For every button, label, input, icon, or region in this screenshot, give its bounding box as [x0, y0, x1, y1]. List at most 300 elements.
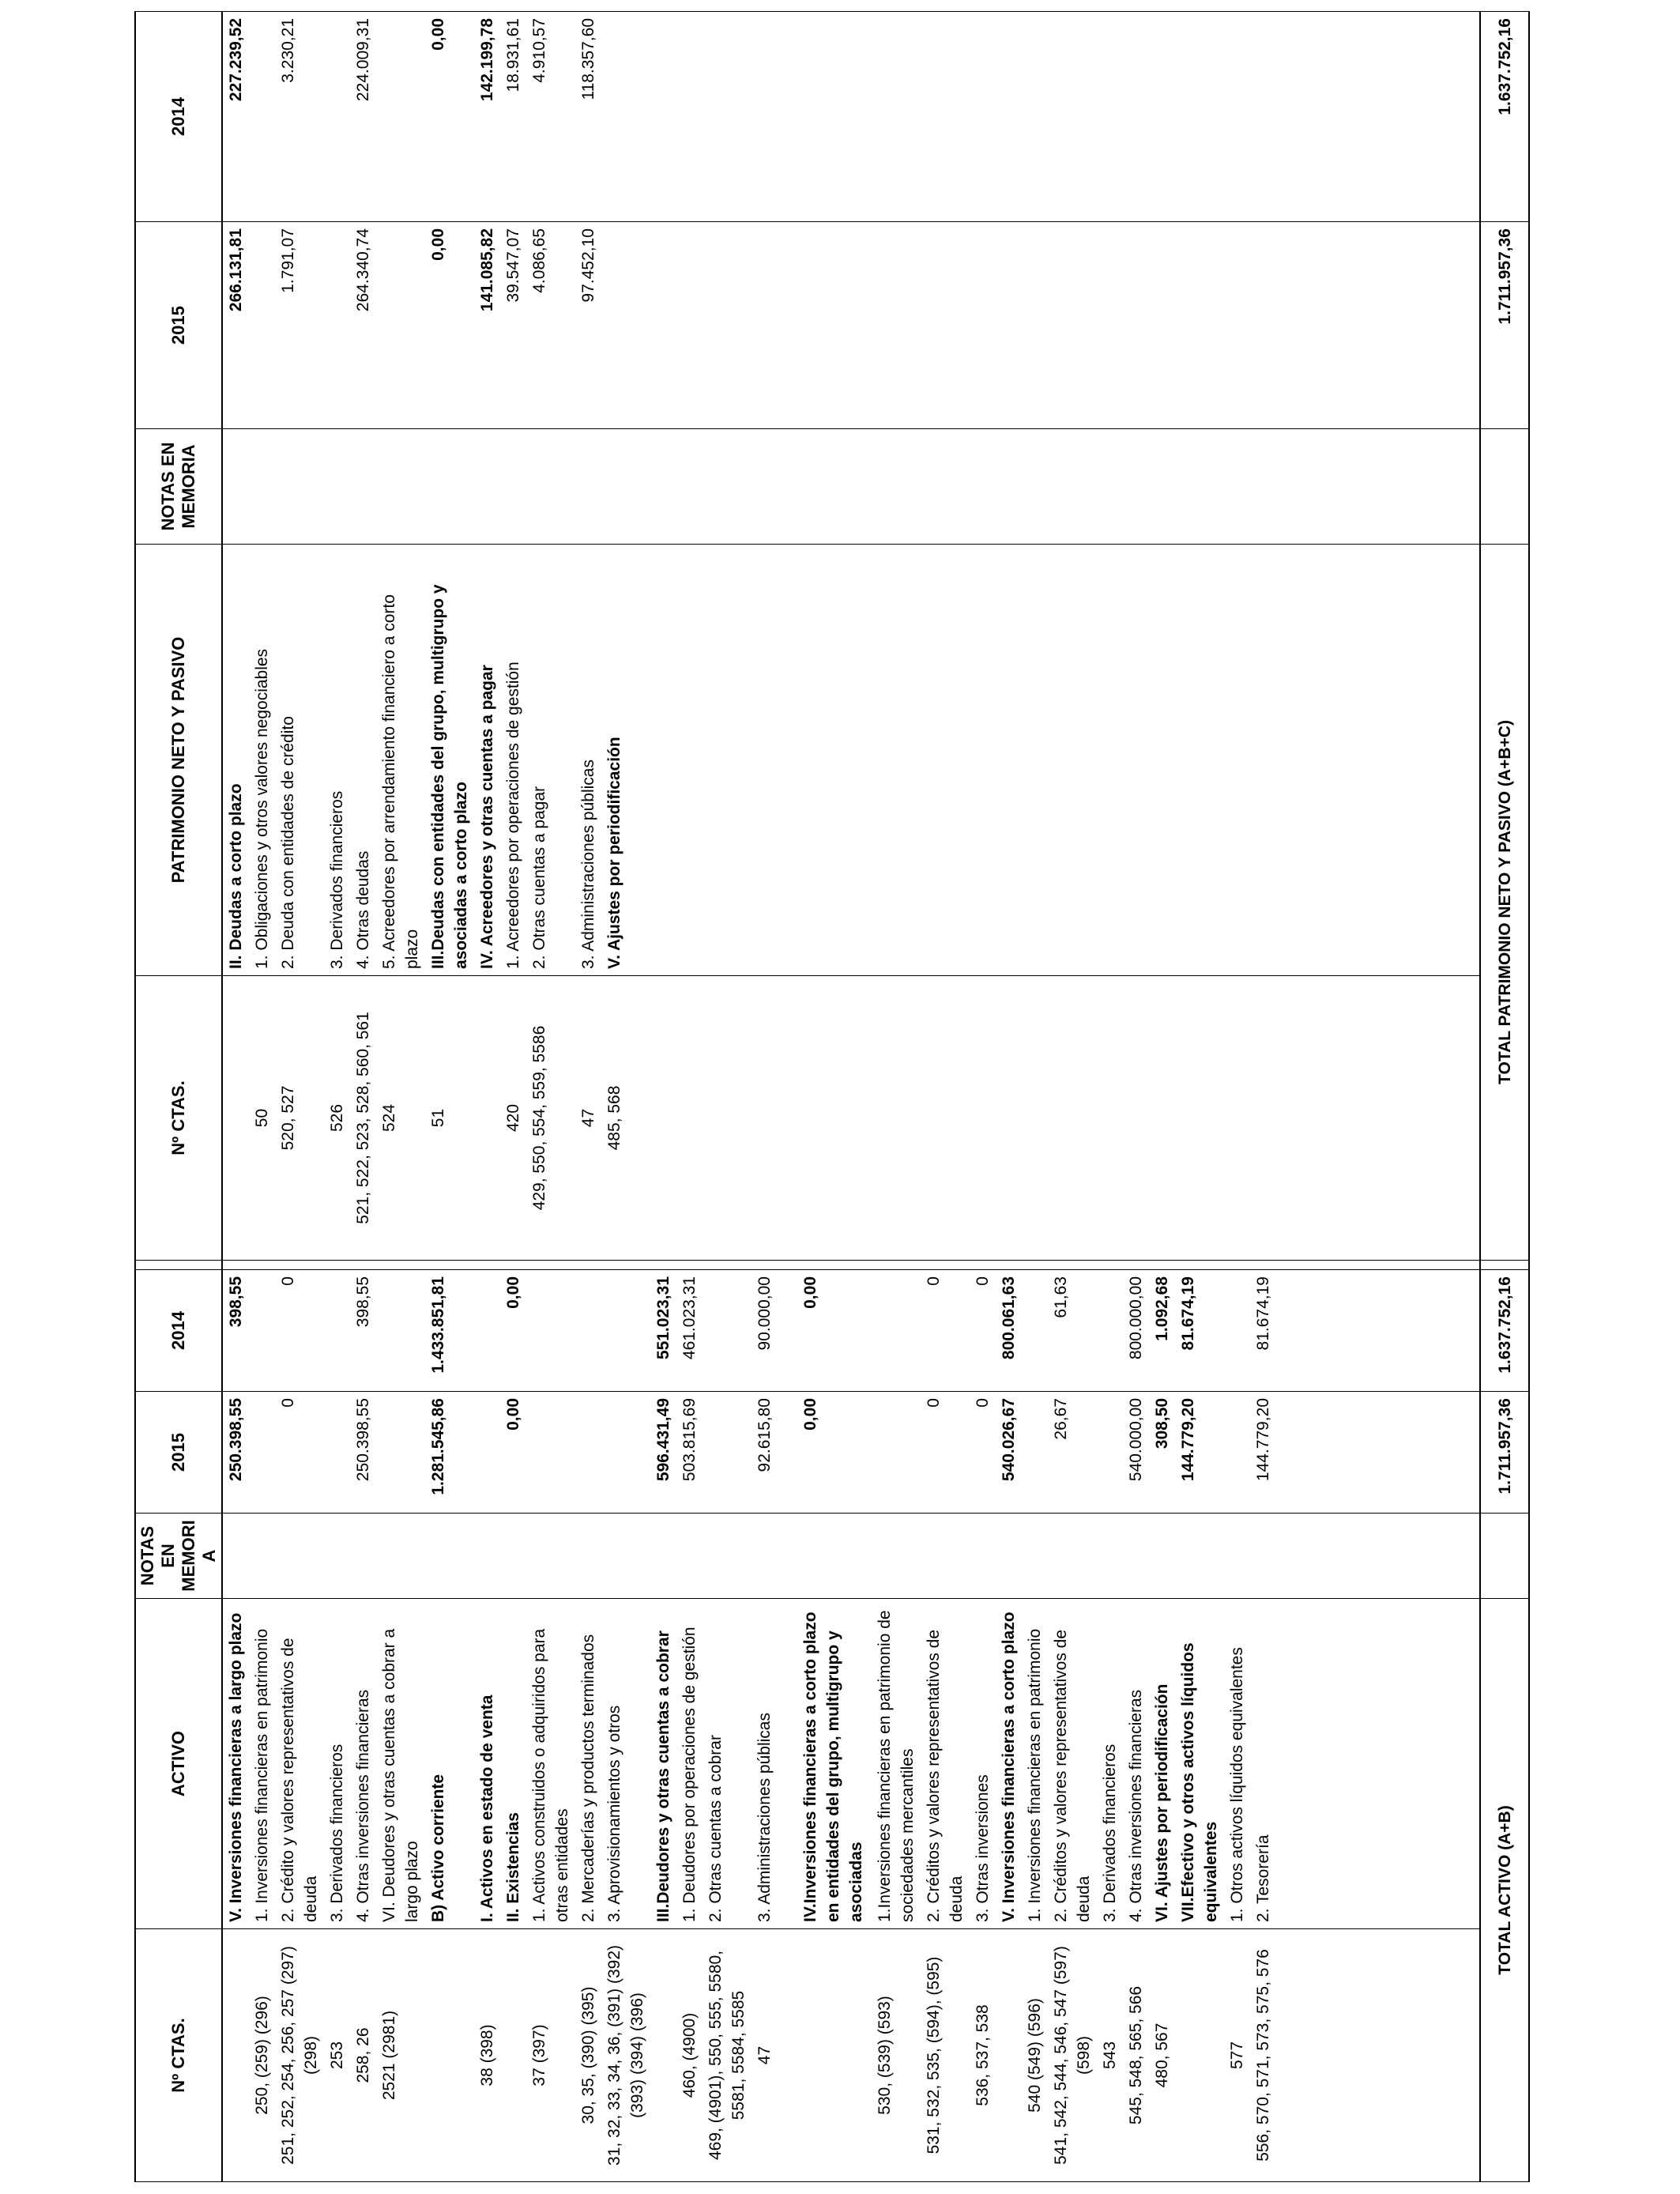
activo-notas-cell — [1022, 1514, 1048, 1599]
empty-cell — [1123, 222, 1149, 429]
activo-label-cell: II. Existencias — [500, 1599, 526, 1929]
activo-2015-cell: 0,00 — [797, 1392, 872, 1514]
empty-cell — [797, 222, 872, 429]
activo-2015-cell — [249, 1392, 275, 1514]
spacer-row — [1276, 12, 1480, 2182]
activo-2014-cell: 0 — [921, 1270, 970, 1392]
total-activo-notas — [1480, 1514, 1529, 1599]
activo-label-cell: 3. Otras inversiones — [970, 1599, 996, 1929]
activo-2014-cell: 398,55 — [222, 1270, 249, 1392]
table-row — [797, 12, 872, 2182]
activo-label-cell: 1. Inversiones financieras en patrimonio — [249, 1599, 275, 1929]
empty-cell — [1022, 976, 1048, 1261]
activo-2015-cell — [575, 1392, 601, 1514]
empty-cell — [970, 12, 996, 222]
gap-cell — [1175, 1261, 1224, 1270]
activo-notas-cell — [474, 1514, 500, 1599]
empty-cell — [650, 429, 676, 545]
rotated-table-wrapper — [134, 12, 1530, 2182]
empty-cell — [751, 976, 797, 1261]
activo-ctas-cell: 536, 537, 538 — [970, 1929, 996, 2182]
activo-2015-cell: 308,50 — [1149, 1392, 1175, 1514]
empty-cell — [676, 429, 703, 545]
activo-notas-cell — [222, 1514, 249, 1599]
empty-cell — [751, 222, 797, 429]
activo-2014-cell: 61,63 — [1048, 1270, 1097, 1392]
pasivo-2015-cell: 266.131,81 — [222, 222, 249, 429]
empty-cell — [650, 976, 676, 1261]
pasivo-label-cell: II. Deudas a corto plazo — [222, 545, 249, 976]
activo-ctas-cell: 37 (397) — [526, 1929, 575, 2182]
totals-row — [1480, 12, 1529, 2182]
pasivo-2015-cell: 141.085,82 — [474, 222, 500, 429]
activo-notas-cell — [601, 1514, 650, 1599]
total-pasivo-notas — [1480, 429, 1529, 545]
activo-notas-cell — [1175, 1514, 1224, 1599]
gap-cell — [324, 1261, 350, 1270]
activo-ctas-cell: 556, 570, 571, 573, 575, 576 — [1250, 1929, 1276, 2182]
activo-2015-cell — [1022, 1392, 1048, 1514]
empty-cell — [921, 222, 970, 429]
activo-2015-cell: 26,67 — [1048, 1392, 1097, 1514]
activo-2015-cell: 0 — [275, 1392, 324, 1514]
pasivo-2015-cell: 39.547,07 — [500, 222, 526, 429]
gap-cell — [751, 1261, 797, 1270]
activo-2015-cell — [601, 1392, 650, 1514]
empty-cell — [1175, 976, 1224, 1261]
activo-ctas-cell: 543 — [1097, 1929, 1123, 2182]
activo-2014-cell — [703, 1270, 751, 1392]
empty-cell — [650, 222, 676, 429]
empty-cell — [1149, 429, 1175, 545]
activo-2015-cell: 540.000,00 — [1123, 1392, 1149, 1514]
activo-2014-cell: 1.433.851,81 — [425, 1270, 474, 1392]
empty-cell — [1022, 545, 1048, 976]
activo-label-cell: V. Inversiones financieras a largo plazo — [222, 1599, 249, 1929]
empty-cell — [751, 545, 797, 976]
activo-notas-cell — [797, 1514, 872, 1599]
activo-label-cell: 1. Deudores por operaciones de gestión — [676, 1599, 703, 1929]
activo-2015-cell — [324, 1392, 350, 1514]
empty-cell — [703, 429, 751, 545]
activo-label-cell: 3. Derivados financieros — [1097, 1599, 1123, 1929]
pasivo-2014-cell — [601, 12, 650, 222]
pasivo-notas-cell — [575, 429, 601, 545]
empty-cell — [676, 976, 703, 1261]
activo-2014-cell — [1224, 1270, 1250, 1392]
table-row — [324, 12, 350, 2182]
empty-cell — [1175, 12, 1224, 222]
activo-2014-cell — [1097, 1270, 1123, 1392]
pasivo-2014-cell: 227.239,52 — [222, 12, 249, 222]
empty-cell — [797, 545, 872, 976]
empty-cell — [1224, 222, 1250, 429]
gap-cell — [650, 1261, 676, 1270]
empty-cell — [1123, 976, 1149, 1261]
table-row — [650, 12, 676, 2182]
empty-cell — [1022, 12, 1048, 222]
empty-cell — [872, 12, 921, 222]
activo-2014-cell — [575, 1270, 601, 1392]
empty-cell — [1097, 545, 1123, 976]
empty-cell — [703, 545, 751, 976]
activo-2014-cell — [526, 1270, 575, 1392]
activo-notas-cell — [500, 1514, 526, 1599]
total-activo-label: TOTAL ACTIVO (A+B) — [1480, 1599, 1529, 2182]
pasivo-notas-cell — [376, 429, 425, 545]
activo-2015-cell: 144.779,20 — [1250, 1392, 1276, 1514]
empty-cell — [1048, 222, 1097, 429]
activo-label-cell: 1.Inversiones financieras en patrimonio de sociedades mercantiles — [872, 1599, 921, 1929]
pasivo-notas-header: NOTAS EN MEMORIA — [135, 429, 222, 545]
pasivo-2015-cell — [601, 222, 650, 429]
table-row — [703, 12, 751, 2182]
pasivo-notas-cell — [500, 429, 526, 545]
pasivo-label-cell: 4. Otras deudas — [350, 545, 376, 976]
total-pasivo-label: TOTAL PATRIMONIO NETO Y PASIVO (A+B+C) — [1480, 545, 1529, 1261]
activo-2014-cell: 0,00 — [797, 1270, 872, 1392]
empty-cell — [1224, 429, 1250, 545]
activo-2015-cell: 144.779,20 — [1175, 1392, 1224, 1514]
activo-ctas-cell: 540 (549) (596) — [1022, 1929, 1048, 2182]
spacer-cell — [1276, 12, 1480, 222]
activo-2014-cell: 81.674,19 — [1175, 1270, 1224, 1392]
activo-2015-cell — [1224, 1392, 1250, 1514]
activo-ctas-cell: 38 (398) — [474, 1929, 500, 2182]
pasivo-ctas-cell — [474, 976, 500, 1261]
activo-2014-cell — [1022, 1270, 1048, 1392]
empty-cell — [1224, 12, 1250, 222]
activo-ctas-cell: 31, 32, 33, 34, 36, (391) (392) (393) (394) (396) — [601, 1929, 650, 2182]
activo-2014-cell: 461.023,31 — [676, 1270, 703, 1392]
activo-ctas-cell: 480, 567 — [1149, 1929, 1175, 2182]
activo-2014-cell: 90.000,00 — [751, 1270, 797, 1392]
pasivo-ctas-cell: 47 — [575, 976, 601, 1261]
activo-ctas-cell: 531, 532, 535, (594), (595) — [921, 1929, 970, 2182]
spacer-cell — [1276, 545, 1480, 976]
empty-cell — [1250, 12, 1276, 222]
activo-ctas-cell — [797, 1929, 872, 2182]
activo-notas-cell — [249, 1514, 275, 1599]
pasivo-2015-cell: 1.791,07 — [275, 222, 324, 429]
table-row — [1097, 12, 1123, 2182]
empty-cell — [751, 12, 797, 222]
empty-cell — [1250, 545, 1276, 976]
activo-label-cell: 1. Activos construidos o adquiridos para otras entidades — [526, 1599, 575, 1929]
table-row — [970, 12, 996, 2182]
empty-cell — [1224, 976, 1250, 1261]
empty-cell — [1022, 222, 1048, 429]
pasivo-2015-header: 2015 — [135, 222, 222, 429]
activo-ctas-cell: 47 — [751, 1929, 797, 2182]
table-row — [1250, 12, 1276, 2182]
activo-2015-cell: 250.398,55 — [222, 1392, 249, 1514]
activo-2015-cell: 540.026,67 — [996, 1392, 1022, 1514]
pasivo-label-cell: 3. Administraciones públicas — [575, 545, 601, 976]
empty-cell — [996, 545, 1022, 976]
pasivo-2014-cell: 4.910,57 — [526, 12, 575, 222]
gap-cell — [1250, 1261, 1276, 1270]
gap-cell — [996, 1261, 1022, 1270]
table-row — [921, 12, 970, 2182]
total-activo-2014: 1.637.752,16 — [1480, 1270, 1529, 1392]
activo-2015-cell: 1.281.545,86 — [425, 1392, 474, 1514]
pasivo-2014-cell: 18.931,61 — [500, 12, 526, 222]
activo-ctas-cell: 530, (539) (593) — [872, 1929, 921, 2182]
pasivo-2014-cell: 118.357,60 — [575, 12, 601, 222]
empty-cell — [1048, 545, 1097, 976]
activo-2015-cell — [474, 1392, 500, 1514]
spacer-cell — [1276, 222, 1480, 429]
empty-cell — [1048, 12, 1097, 222]
pasivo-2014-cell — [324, 12, 350, 222]
table-body — [222, 12, 1529, 2182]
empty-cell — [1123, 545, 1149, 976]
activo-2014-cell — [324, 1270, 350, 1392]
activo-label-cell: 3. Derivados financieros — [324, 1599, 350, 1929]
pasivo-ctas-cell: 50 — [249, 976, 275, 1261]
table-row — [996, 12, 1022, 2182]
activo-label-cell: IV.Inversiones financieras a corto plazo en entidades del grupo, multigrupo y asociadas — [797, 1599, 872, 1929]
activo-ctas-cell: 2521 (2981) — [376, 1929, 425, 2182]
empty-cell — [676, 12, 703, 222]
gap-cell — [1097, 1261, 1123, 1270]
pasivo-ctas-cell: 429, 550, 554, 559, 5586 — [526, 976, 575, 1261]
gap-cell — [474, 1261, 500, 1270]
empty-cell — [1250, 976, 1276, 1261]
activo-2014-cell — [376, 1270, 425, 1392]
pasivo-2015-cell — [324, 222, 350, 429]
empty-cell — [970, 222, 996, 429]
pasivo-notas-cell — [222, 429, 249, 545]
activo-2014-cell: 800.000,00 — [1123, 1270, 1149, 1392]
activo-label-cell: 4. Otras inversiones financieras — [350, 1599, 376, 1929]
gap-cell — [1224, 1261, 1250, 1270]
activo-ctas-cell — [1175, 1929, 1224, 2182]
gap-cell — [376, 1261, 425, 1270]
activo-notas-cell — [324, 1514, 350, 1599]
activo-label-cell: 3. Administraciones públicas — [751, 1599, 797, 1929]
pasivo-2014-cell: 224.009,31 — [350, 12, 376, 222]
gap-cell — [275, 1261, 324, 1270]
activo-label-cell: I. Activos en estado de venta — [474, 1599, 500, 1929]
gap-cell — [526, 1261, 575, 1270]
activo-2015-header: 2015 — [135, 1392, 222, 1514]
gap-cell — [703, 1261, 751, 1270]
activo-label-cell: 2. Mercaderías y productos terminados — [575, 1599, 601, 1929]
pasivo-label-cell: 1. Obligaciones y otros valores negociables — [249, 545, 275, 976]
total-activo-2015: 1.711.957,36 — [1480, 1392, 1529, 1514]
activo-2014-cell: 0 — [275, 1270, 324, 1392]
activo-ctas-header: Nº CTAS. — [135, 1929, 222, 2182]
empty-cell — [703, 12, 751, 222]
empty-cell — [650, 545, 676, 976]
activo-notas-cell — [1123, 1514, 1149, 1599]
activo-notas-cell — [350, 1514, 376, 1599]
activo-ctas-cell — [996, 1929, 1022, 2182]
table-row — [1224, 12, 1250, 2182]
activo-ctas-cell — [222, 1929, 249, 2182]
activo-2015-cell: 92.615,80 — [751, 1392, 797, 1514]
activo-2015-cell — [872, 1392, 921, 1514]
gap-cell — [921, 1261, 970, 1270]
activo-2014-cell: 0 — [970, 1270, 996, 1392]
empty-cell — [1175, 222, 1224, 429]
activo-2014-cell: 551.023,31 — [650, 1270, 676, 1392]
activo-2014-cell — [249, 1270, 275, 1392]
gap-cell — [1022, 1261, 1048, 1270]
empty-cell — [1022, 429, 1048, 545]
pasivo-2014-cell — [249, 12, 275, 222]
pasivo-label-cell: V. Ajustes por periodificación — [601, 545, 650, 976]
table-row — [526, 12, 575, 2182]
pasivo-2014-cell — [376, 12, 425, 222]
spacer-cell — [1276, 429, 1480, 545]
activo-label-cell: 1. Otros activos líquidos equivalentes — [1224, 1599, 1250, 1929]
table-row — [1149, 12, 1175, 2182]
pasivo-ctas-cell: 51 — [425, 976, 474, 1261]
table-row — [1022, 12, 1048, 2182]
activo-2014-cell: 398,55 — [350, 1270, 376, 1392]
activo-2014-cell — [474, 1270, 500, 1392]
activo-ctas-cell: 577 — [1224, 1929, 1250, 2182]
empty-cell — [1123, 429, 1149, 545]
activo-notas-cell — [996, 1514, 1022, 1599]
activo-ctas-cell: 469, (4901), 550, 555, 5580, 5581, 5584, 5585 — [703, 1929, 751, 2182]
activo-ctas-cell: 251, 252, 254, 256, 257 (297) (298) — [275, 1929, 324, 2182]
empty-cell — [996, 12, 1022, 222]
table-row — [751, 12, 797, 2182]
activo-notas-cell — [376, 1514, 425, 1599]
activo-notas-cell — [970, 1514, 996, 1599]
activo-notas-cell — [703, 1514, 751, 1599]
activo-label-cell: III.Deudores y otras cuentas a cobrar — [650, 1599, 676, 1929]
spacer-cell — [1276, 1270, 1480, 1392]
pasivo-2015-cell: 0,00 — [425, 222, 474, 429]
empty-cell — [921, 429, 970, 545]
gap-cell — [575, 1261, 601, 1270]
spacer-cell — [1276, 1599, 1480, 1929]
gap-cell — [425, 1261, 474, 1270]
table-row — [1123, 12, 1149, 2182]
empty-cell — [650, 12, 676, 222]
activo-label-cell: V. Inversiones financieras a corto plazo — [996, 1599, 1022, 1929]
table-row — [222, 12, 249, 2182]
table-row — [872, 12, 921, 2182]
pasivo-notas-cell — [324, 429, 350, 545]
activo-ctas-cell — [650, 1929, 676, 2182]
table-row — [1175, 12, 1224, 2182]
pasivo-ctas-cell — [222, 976, 249, 1261]
table-row — [601, 12, 650, 2182]
empty-cell — [703, 222, 751, 429]
pasivo-notas-cell — [526, 429, 575, 545]
pasivo-label-cell: IV. Acreedores y otras cuentas a pagar — [474, 545, 500, 976]
gap-cell — [1149, 1261, 1175, 1270]
pasivo-2015-cell — [249, 222, 275, 429]
empty-cell — [970, 976, 996, 1261]
empty-cell — [872, 429, 921, 545]
empty-cell — [1250, 222, 1276, 429]
gap-cell — [872, 1261, 921, 1270]
pasivo-2015-cell: 4.086,65 — [526, 222, 575, 429]
table-row — [1048, 12, 1097, 2182]
table-row — [376, 12, 425, 2182]
activo-label-cell: 2. Otras cuentas a cobrar — [703, 1599, 751, 1929]
gap-cell — [676, 1261, 703, 1270]
activo-notas-cell — [751, 1514, 797, 1599]
empty-cell — [1097, 12, 1123, 222]
header-gap — [135, 1261, 222, 1270]
activo-2014-header: 2014 — [135, 1270, 222, 1392]
empty-cell — [921, 12, 970, 222]
empty-cell — [1175, 545, 1224, 976]
activo-2015-cell: 0 — [921, 1392, 970, 1514]
spacer-cell — [1276, 1514, 1480, 1599]
empty-cell — [921, 545, 970, 976]
pasivo-label-cell: 1. Acreedores por operaciones de gestión — [500, 545, 526, 976]
table-row — [676, 12, 703, 2182]
pasivo-notas-cell — [275, 429, 324, 545]
pasivo-ctas-cell: 524 — [376, 976, 425, 1261]
pasivo-notas-cell — [474, 429, 500, 545]
gap-cell — [970, 1261, 996, 1270]
table-row — [425, 12, 474, 2182]
empty-cell — [1123, 12, 1149, 222]
empty-cell — [1149, 976, 1175, 1261]
empty-cell — [1250, 429, 1276, 545]
empty-cell — [1048, 976, 1097, 1261]
activo-2014-cell: 1.092,68 — [1149, 1270, 1175, 1392]
pasivo-label-cell: 2. Otras cuentas a pagar — [526, 545, 575, 976]
empty-cell — [872, 545, 921, 976]
empty-cell — [676, 222, 703, 429]
table-row — [249, 12, 275, 2182]
empty-cell — [1224, 545, 1250, 976]
table-row — [575, 12, 601, 2182]
empty-cell — [1149, 12, 1175, 222]
activo-label-cell: B) Activo corriente — [425, 1599, 474, 1929]
activo-2015-cell: 596.431,49 — [650, 1392, 676, 1514]
pasivo-ctas-cell: 526 — [324, 976, 350, 1261]
activo-ctas-cell: 460, (4900) — [676, 1929, 703, 2182]
activo-2014-cell — [601, 1270, 650, 1392]
gap-cell — [601, 1261, 650, 1270]
gap-cell — [500, 1261, 526, 1270]
balance-sheet-table — [134, 11, 1530, 2182]
empty-cell — [797, 429, 872, 545]
activo-label-cell: 4. Otras inversiones financieras — [1123, 1599, 1149, 1929]
pasivo-2014-cell: 0,00 — [425, 12, 474, 222]
activo-2015-cell: 503.815,69 — [676, 1392, 703, 1514]
empty-cell — [970, 545, 996, 976]
pasivo-label-cell: 3. Derivados financieros — [324, 545, 350, 976]
activo-notas-cell — [575, 1514, 601, 1599]
activo-ctas-cell: 253 — [324, 1929, 350, 2182]
pasivo-ctas-cell: 521, 522, 523, 528, 560, 561 — [350, 976, 376, 1261]
empty-cell — [703, 976, 751, 1261]
empty-cell — [996, 429, 1022, 545]
pasivo-ctas-cell: 520, 527 — [275, 976, 324, 1261]
activo-notas-cell — [526, 1514, 575, 1599]
activo-2015-cell — [526, 1392, 575, 1514]
activo-2015-cell — [376, 1392, 425, 1514]
pasivo-2015-cell — [376, 222, 425, 429]
gap-cell — [350, 1261, 376, 1270]
empty-cell — [1149, 222, 1175, 429]
total-pasivo-2014: 1.637.752,16 — [1480, 12, 1529, 222]
activo-label-cell: 1. Inversiones financieras en patrimonio — [1022, 1599, 1048, 1929]
